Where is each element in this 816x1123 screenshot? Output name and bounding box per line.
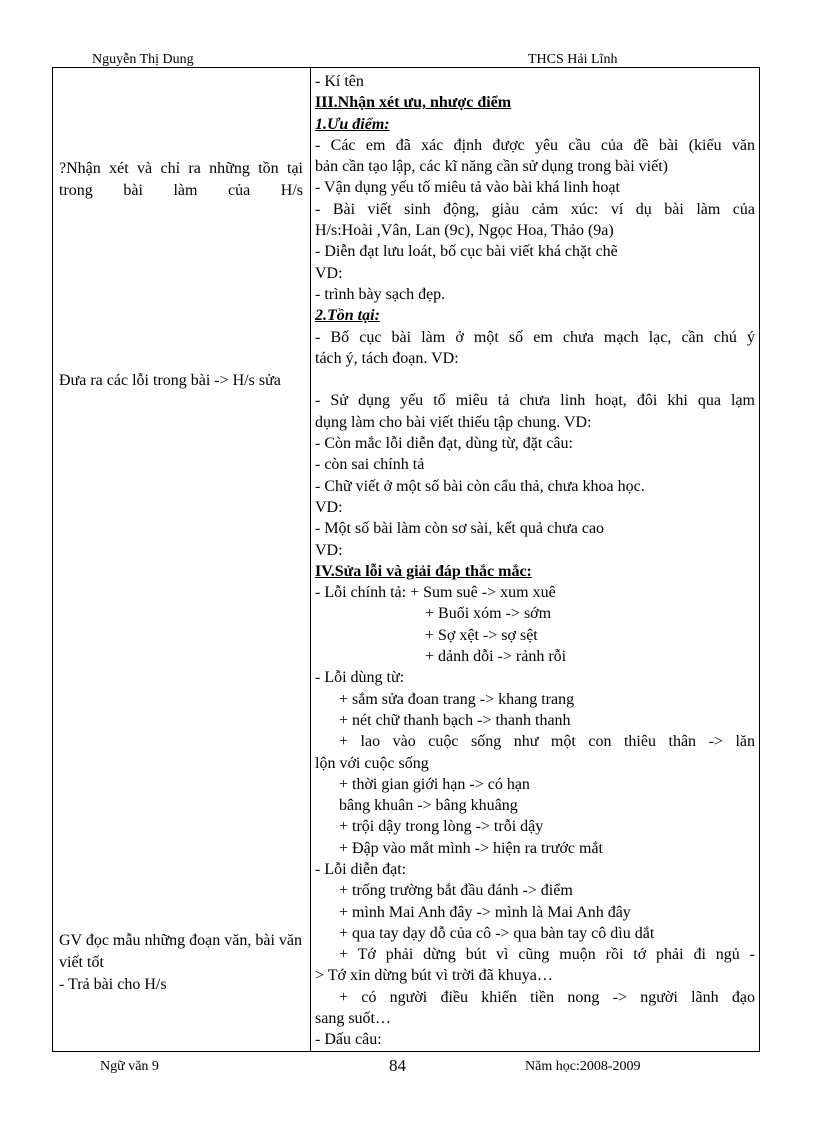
subsection-heading: 2.Tồn tại: xyxy=(315,307,380,325)
content-line: + nét chữ thanh bạch -> thanh thanh xyxy=(339,711,571,729)
page-header xyxy=(52,50,760,68)
content-line: - Lỗi chính tả: + Sum suê -> xum xuê xyxy=(315,584,556,602)
content-line: + Sợ xệt -> sợ sệt xyxy=(425,626,538,644)
content-line: - Một số bài làm còn sơ sài, kết quả chưa cao xyxy=(315,520,605,538)
content-line: + có người điều khiển tiền nong -> người lãnh đạo xyxy=(339,988,755,1006)
content-line: - Diễn đạt lưu loát, bố cục bài viết khá chặt chẽ xyxy=(315,243,618,261)
content-line: bâng khuân -> bâng khuâng xyxy=(339,797,518,815)
section-heading: III.Nhận xét ưu, nhược điểm xyxy=(315,94,512,112)
content-line: - trình bày sạch đẹp. xyxy=(315,285,446,303)
content-line: + Tớ phải dừng bút vì cũng muộn rồi tớ phải đi ngủ - xyxy=(339,946,755,964)
content-line: - Vận dụng yếu tố miêu tả vào bài khá linh hoạt xyxy=(315,179,620,197)
footer-subject: Ngữ văn 9 xyxy=(100,1059,159,1074)
content-line: tách ý, tách đoạn. VD: xyxy=(315,349,459,367)
content-line: - Các em đã xác định được yêu cầu của đề bài (kiểu văn xyxy=(315,136,755,154)
content-line: - Lỗi diễn đạt: xyxy=(315,860,407,878)
content-line: VD: xyxy=(315,264,343,282)
content-line: + mình Mai Anh đây -> mình là Mai Anh đây xyxy=(339,903,631,921)
content-line: lộn với cuộc sống xyxy=(315,754,429,772)
content-column xyxy=(315,71,755,1051)
content-line: + sắm sửa đoan trang -> khang trang xyxy=(339,690,575,708)
header-school: THCS Hải Lĩnh xyxy=(528,52,618,67)
column-divider xyxy=(310,68,311,1051)
content-line: > Tớ xin dừng bút vì trời đã khuya… xyxy=(315,967,553,985)
page-number: 84 xyxy=(389,1056,406,1075)
content-line: - Lỗi dùng từ: xyxy=(315,669,405,687)
content-line: - Còn mắc lỗi diễn đạt, dùng từ, đặt câu: xyxy=(315,435,573,453)
lesson-table xyxy=(52,67,760,1052)
content-line: + qua tay dạy dỗ của cô -> qua bàn tay cô dìu dắt xyxy=(339,924,655,942)
footer-school-year: Năm học:2008-2009 xyxy=(525,1059,641,1074)
page-footer xyxy=(52,1056,760,1078)
left-note-return-essays: - Trả bài cho H/s xyxy=(59,976,167,993)
header-author: Nguyễn Thị Dung xyxy=(92,52,194,67)
left-note-model-essays: GV đọc mẫu những đoạn văn, bài văn viết tốt xyxy=(59,932,302,971)
content-line: VD: xyxy=(315,541,343,559)
content-line: sang suốt… xyxy=(315,1010,391,1028)
content-line: + trội dậy trong lòng -> trỗi dậy xyxy=(339,818,544,836)
content-line: - Bài viết sinh động, giàu cảm xúc: ví dụ bài làm của xyxy=(315,200,755,218)
teacher-activity-column xyxy=(53,68,309,1051)
content-line: + thời gian giới hạn -> có hạn xyxy=(339,775,530,793)
subsection-heading: 1.Ưu điểm: xyxy=(315,115,390,133)
content-line: - Chữ viết ở một số bài còn cẩu thả, chưa khoa học. xyxy=(315,477,645,495)
content-line: - Dấu câu: xyxy=(315,1031,382,1049)
content-line: + dảnh dỗi -> rảnh rỗi xyxy=(425,648,567,666)
blank-line xyxy=(315,369,755,390)
content-line: H/s:Hoài ,Vân, Lan (9c), Ngọc Hoa, Thảo (9a) xyxy=(315,222,614,240)
content-line: - Kí tên xyxy=(315,73,364,90)
content-line: - Sử dụng yếu tố miêu tả chưa linh hoạt, đôi khi qua lạm xyxy=(315,392,755,410)
content-line: bản cần tạo lập, các kĩ năng cần sử dụng trong bài viết) xyxy=(315,158,668,176)
left-note-errors: Đưa ra các lỗi trong bài -> H/s sửa xyxy=(59,372,281,389)
content-line: - Bố cục bài làm ở một số em chưa mạch lạc, cần chú ý xyxy=(315,328,755,346)
content-line: VD: xyxy=(315,498,343,516)
content-line: dụng làm cho bài viết thiếu tập chung. VD: xyxy=(315,413,592,431)
content-line: - còn sai chính tả xyxy=(315,456,425,474)
content-line: + Đập vào mắt mình -> hiện ra trước mắt xyxy=(339,839,603,857)
content-line: + Buổi xóm -> sớm xyxy=(425,605,552,623)
content-line: + lao vào cuộc sống như một con thiêu thân -> lăn xyxy=(339,733,755,751)
section-heading: IV.Sửa lỗi và giải đáp thắc mắc: xyxy=(315,562,532,580)
content-line: + trống trường bắt đầu đánh -> điểm xyxy=(339,882,573,900)
left-note-review: ?Nhận xét và chỉ ra những tồn tại trong bài làm của H/s xyxy=(59,160,303,199)
